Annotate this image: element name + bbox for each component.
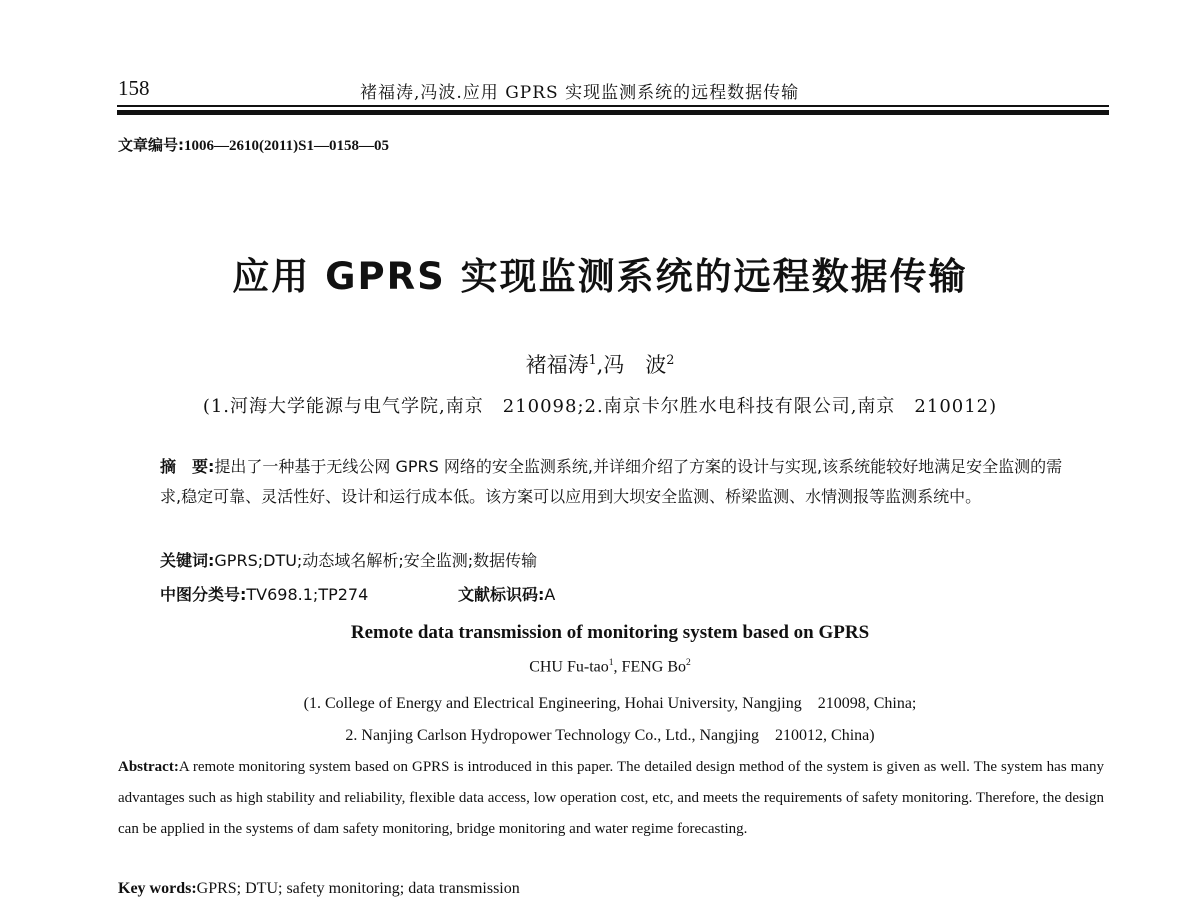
keywords-en bbox=[118, 880, 520, 898]
author-2-cn: 冯 波 bbox=[603, 353, 667, 377]
page-number: 158 bbox=[118, 76, 150, 100]
paper-title-cn: 应用 GPRS 实现监测系统的远程数据传输 bbox=[232, 255, 968, 298]
paper-title-en: Remote data transmission of monitoring system based on GPRS bbox=[350, 622, 870, 643]
authors-cn bbox=[0, 349, 1200, 379]
document-code-label: 文献标识码: bbox=[458, 585, 545, 604]
document-code bbox=[458, 582, 555, 605]
abstract-cn-label: 摘 要: bbox=[160, 457, 215, 476]
abstract-en-text: A remote monitoring system based on GPRS is introduced in this paper. The detailed design method of the system is given as well. The system has many advantages such as high stability and reliability, flexible data access, low operation cost, etc, and meets the requirements of safety monitoring. Therefore, the design can be applied in the systems of dam safety monitoring, bridge monitoring and water regime forecasting. bbox=[118, 759, 1104, 837]
author-1-cn-sup: 1 bbox=[588, 352, 597, 367]
author-2-cn-sup: 2 bbox=[666, 352, 675, 367]
author-1-en-sup: 1 bbox=[608, 657, 614, 668]
keywords-cn-text: GPRS;DTU;动态域名解析;安全监测;数据传输 bbox=[214, 551, 538, 570]
document-code-value: A bbox=[544, 585, 556, 604]
authors-en bbox=[0, 657, 1200, 676]
author-sep-en: , bbox=[613, 658, 622, 676]
keywords-cn-label: 关键词: bbox=[160, 551, 215, 570]
abstract-en bbox=[118, 752, 1104, 845]
author-2-en-sup: 2 bbox=[686, 657, 691, 668]
article-number bbox=[118, 134, 389, 155]
abstract-cn-text: 提出了一种基于无线公网 GPRS 网络的安全监测系统,并详细介绍了方案的设计与实现,该系统能较好地满足安全监测的需求,稳定可靠、灵活性好、设计和运行成本低。该方案可以应用到大坝安全监测、桥梁监测、水情测报等监测系统中。 bbox=[160, 457, 1063, 506]
abstract-cn bbox=[160, 452, 1080, 512]
keywords-en-label: Key words: bbox=[118, 880, 197, 897]
author-1-en: CHU Fu-tao bbox=[529, 658, 609, 676]
keywords-cn bbox=[160, 548, 537, 571]
keywords-en-text: GPRS; DTU; safety monitoring; data transmission bbox=[196, 880, 520, 897]
header-rule-thin bbox=[117, 105, 1109, 107]
classification-label: 中图分类号: bbox=[160, 585, 247, 604]
author-sep-cn: , bbox=[596, 353, 604, 377]
header-rule-thick bbox=[117, 110, 1109, 115]
author-1-cn: 褚福涛 bbox=[525, 353, 589, 377]
article-number-label: 文章编号: bbox=[118, 136, 184, 154]
classification-value: TV698.1;TP274 bbox=[246, 585, 369, 604]
article-number-value: 1006—2610(2011)S1—0158—05 bbox=[184, 138, 390, 154]
affiliation-en-line-2: 2. Nanjing Carlson Hydropower Technology Co., Ltd., Nangjing 210012, China) bbox=[345, 727, 875, 744]
classification-number bbox=[160, 582, 368, 605]
running-head: 褚福涛,冯波.应用 GPRS 实现监测系统的远程数据传输 bbox=[360, 83, 800, 103]
affiliation-en-line-1: (1. College of Energy and Electrical Engineering, Hohai University, Nangjing 210098, China; bbox=[303, 695, 917, 712]
author-2-en: FENG Bo bbox=[621, 658, 686, 676]
affiliation-cn: (1.河海大学能源与电气学院,南京 210098;2.南京卡尔胜水电科技有限公司,南京 210012) bbox=[202, 396, 998, 417]
abstract-en-label: Abstract: bbox=[118, 759, 179, 775]
